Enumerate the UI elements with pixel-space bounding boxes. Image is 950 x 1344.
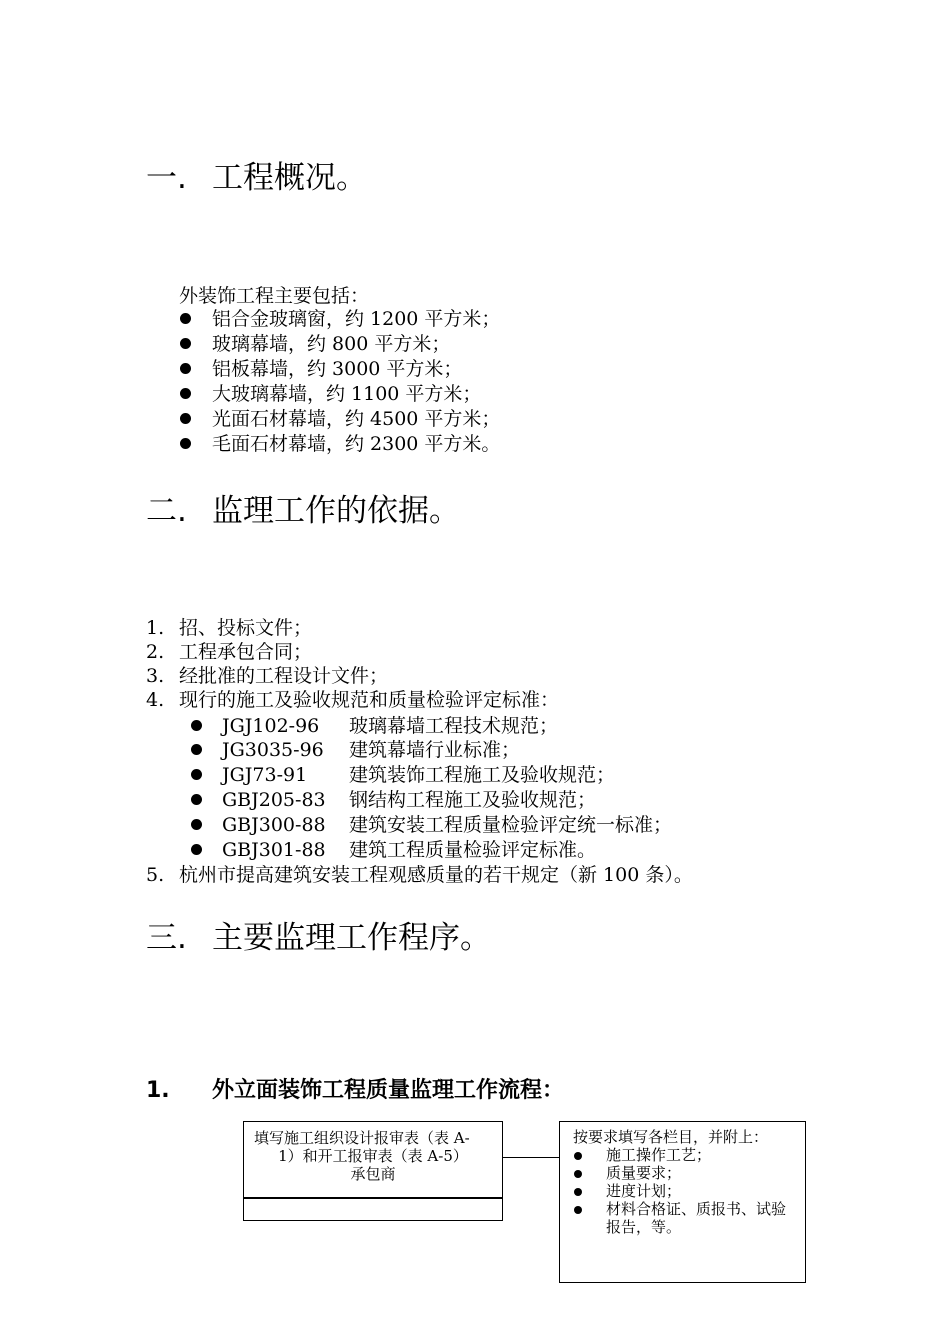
subsection-1-title: 外立面装饰工程质量监理工作流程：: [212, 1078, 565, 1103]
basis-text: 工程承包合同；: [179, 641, 313, 663]
standard-item: [222, 714, 558, 738]
standard-name: 钢结构工程施工及验收规范；: [349, 789, 597, 811]
scope-item: 铝板幕墙，约 3000 平方米；: [212, 358, 463, 380]
basis-number: 3.: [146, 665, 165, 687]
standard-name: 建筑装饰工程施工及验收规范；: [349, 764, 616, 786]
bullet-icon: [180, 338, 191, 349]
section-3-title: 主要监理工作程序。: [212, 920, 491, 956]
note-item: 施工操作工艺；: [606, 1146, 712, 1164]
standard-code: GBJ300-88: [222, 814, 326, 836]
section-2-number: 二.: [146, 493, 187, 529]
scope-item: 大玻璃幕墙，约 1100 平方米；: [212, 383, 482, 405]
scope-intro: 外装饰工程主要包括：: [179, 285, 370, 307]
section-1-number: 一.: [146, 160, 187, 196]
note-item: 进度计划；: [606, 1182, 682, 1200]
bullet-icon: [191, 819, 202, 830]
bullet-icon: [180, 313, 191, 324]
bullet-icon: [191, 844, 202, 855]
scope-item: 玻璃幕墙，约 800 平方米；: [212, 333, 451, 355]
basis-text: 杭州市提高建筑安装工程观感质量的若干规定（新 100 条）。: [179, 864, 693, 886]
subsection-1-heading: [146, 1077, 564, 1105]
note-item: 质量要求；: [606, 1164, 682, 1182]
section-2-title: 监理工作的依据。: [212, 493, 460, 529]
basis-text: 现行的施工及验收规范和质量检验评定标准：: [179, 689, 560, 711]
bullet-icon: [180, 388, 191, 399]
subsection-1-number: 1.: [146, 1078, 170, 1103]
standard-code: JG3035-96: [222, 739, 324, 761]
scope-item: 光面石材幕墙，约 4500 平方米；: [212, 408, 501, 430]
flow-note-box: [559, 1121, 806, 1283]
section-2-heading: [146, 493, 460, 529]
scope-item: 毛面石材幕墙，约 2300 平方米。: [212, 433, 501, 455]
standard-name: 玻璃幕墙工程技术规范；: [349, 715, 559, 737]
bullet-icon: [180, 413, 191, 424]
standard-code: GBJ301-88: [222, 839, 326, 861]
section-1-title: 工程概况。: [212, 160, 367, 196]
bullet-icon: [191, 720, 202, 731]
standard-code: JGJ102-96: [222, 715, 320, 737]
bullet-icon: [574, 1206, 582, 1214]
bullet-icon: [574, 1170, 582, 1178]
note-item: 材料合格证、质报书、试验: [606, 1200, 787, 1218]
scope-item: 铝合金玻璃窗，约 1200 平方米；: [212, 308, 501, 330]
standard-item: [222, 788, 596, 812]
standard-item: [222, 813, 672, 837]
basis-number: 5.: [146, 864, 165, 886]
basis-number: 1.: [146, 617, 165, 639]
bullet-icon: [574, 1152, 582, 1160]
standard-item: [222, 738, 520, 762]
bullet-icon: [574, 1188, 582, 1196]
note-heading: 按要求填写各栏目，并附上：: [573, 1128, 769, 1146]
basis-number: 2.: [146, 641, 165, 663]
standard-item: [222, 763, 615, 787]
bullet-icon: [191, 744, 202, 755]
basis-text: 经批准的工程设计文件；: [179, 665, 389, 687]
standard-code: GBJ205-83: [222, 789, 326, 811]
basis-item: [146, 688, 559, 712]
flow-step-role: 承包商: [350, 1165, 396, 1183]
section-3-number: 三.: [146, 920, 187, 956]
bullet-icon: [180, 363, 191, 374]
standard-item: [222, 838, 596, 862]
basis-text: 招、投标文件；: [179, 617, 313, 639]
bullet-icon: [180, 438, 191, 449]
flow-step-line: 1）和开工报审表（表 A-5）: [278, 1147, 468, 1165]
flow-step-box: [243, 1121, 503, 1199]
flow-step-empty-cell: [243, 1197, 503, 1221]
basis-item: [146, 863, 693, 887]
bullet-icon: [191, 794, 202, 805]
section-1-heading: [146, 160, 367, 196]
standard-name: 建筑安装工程质量检验评定统一标准；: [349, 814, 673, 836]
flow-step-line: 填写施工组织设计报审表（表 A-: [254, 1129, 470, 1147]
basis-number: 4.: [146, 689, 165, 711]
bullet-icon: [191, 769, 202, 780]
basis-item: [146, 664, 388, 688]
standard-name: 建筑工程质量检验评定标准。: [349, 839, 597, 861]
basis-item: [146, 640, 312, 664]
standard-name: 建筑幕墙行业标准；: [349, 739, 521, 761]
note-item-continuation: 报告，等。: [606, 1218, 682, 1236]
flow-connector: [502, 1157, 560, 1158]
basis-item: [146, 616, 312, 640]
section-3-heading: [146, 920, 491, 956]
standard-code: JGJ73-91: [222, 764, 308, 786]
